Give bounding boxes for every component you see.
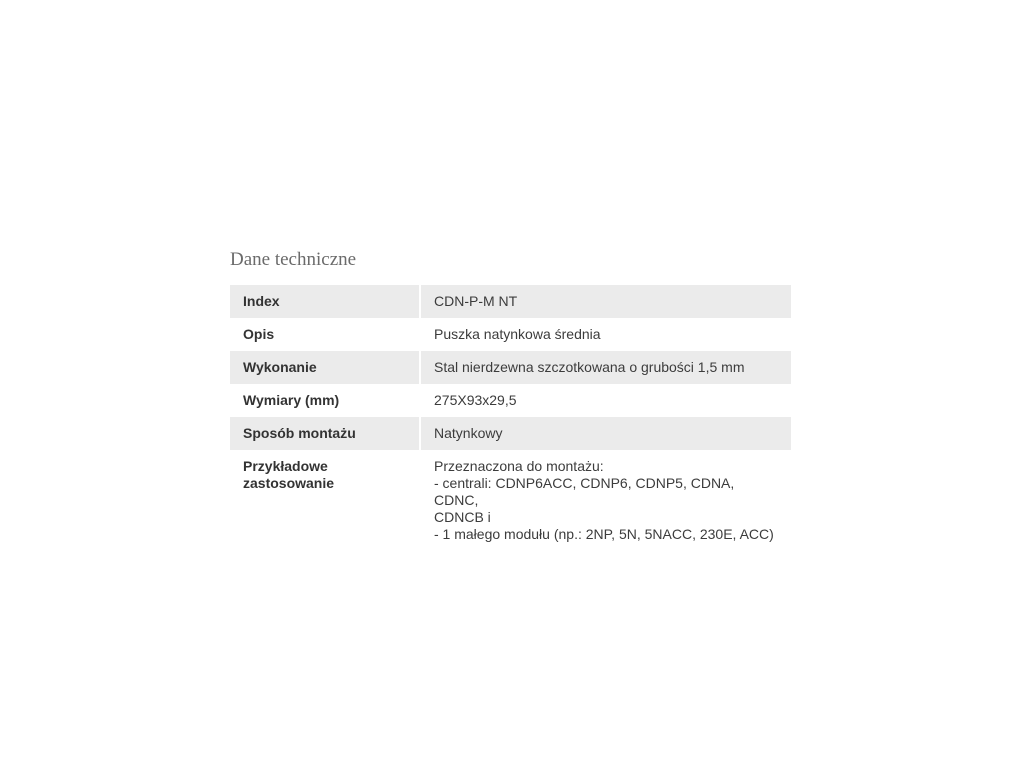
spec-table bbox=[230, 285, 791, 551]
row-label: Wymiary (mm) bbox=[230, 384, 421, 417]
row-label: Sposób montażu bbox=[230, 417, 421, 450]
table-row bbox=[230, 351, 791, 384]
table-row bbox=[230, 417, 791, 450]
row-value: Stal nierdzewna szczotkowana o grubości 1,5 mm bbox=[421, 351, 791, 384]
row-value: Przeznaczona do montażu: - centrali: CDNP6ACC, CDNP6, CDNP5, CDNA, CDNC, CDNCB i - 1 małego modułu (np.: 2NP, 5N, 5NACC, 230E, ACC) bbox=[434, 458, 774, 542]
row-label: Opis bbox=[230, 318, 421, 351]
row-value: Puszka natynkowa średnia bbox=[434, 326, 601, 342]
row-value: Natynkowy bbox=[421, 417, 791, 450]
section-title: Dane techniczne bbox=[230, 249, 357, 270]
row-label: Index bbox=[230, 285, 421, 318]
table-row bbox=[230, 384, 791, 417]
row-label: Przykładowe zastosowanie bbox=[230, 450, 421, 551]
row-label: Wykonanie bbox=[230, 351, 421, 384]
row-value: CDN-P-M NT bbox=[421, 285, 791, 318]
table-row bbox=[230, 450, 791, 551]
technical-data-section bbox=[230, 248, 791, 551]
table-row bbox=[230, 318, 791, 351]
table-row bbox=[230, 285, 791, 318]
row-value: 275X93x29,5 bbox=[434, 392, 517, 408]
